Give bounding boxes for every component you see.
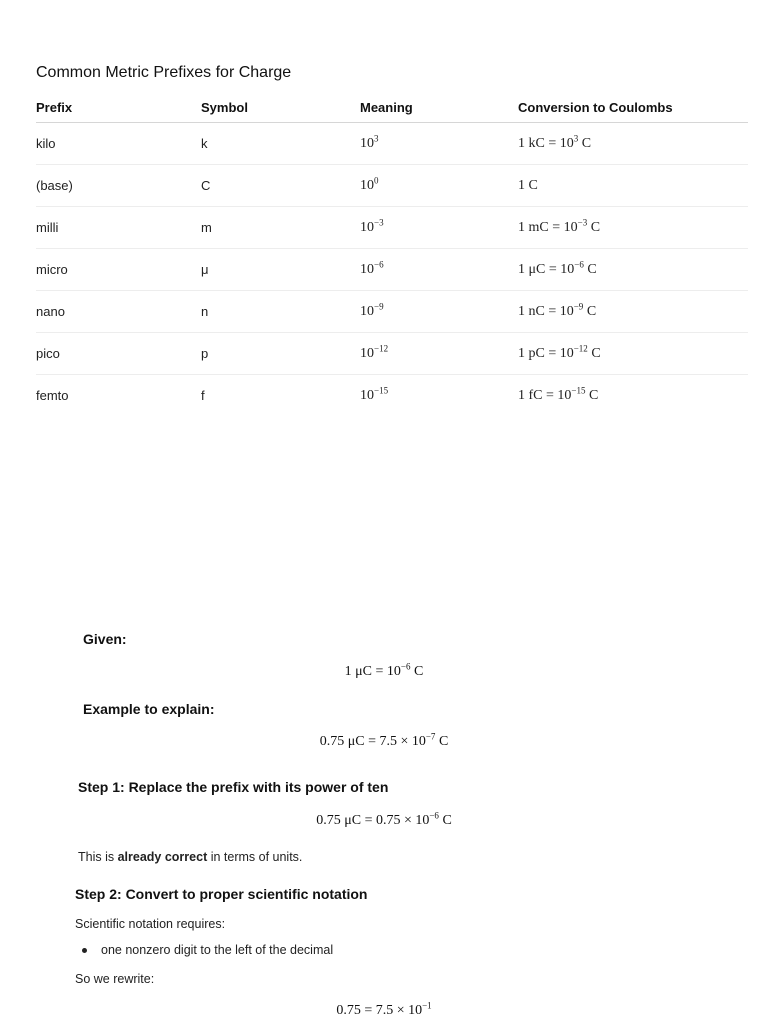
header-conversion: Conversion to Coulombs bbox=[518, 92, 748, 123]
conv-unit: C bbox=[583, 261, 597, 277]
conv-left: 1 mC = 10 bbox=[518, 219, 578, 235]
header-meaning: Meaning bbox=[360, 92, 518, 123]
table-title: Common Metric Prefixes for Charge bbox=[36, 64, 292, 81]
step2-intro: Scientific notation requires: bbox=[75, 917, 226, 931]
cell-symbol: f bbox=[201, 388, 205, 403]
table-body bbox=[36, 123, 748, 417]
cell-meaning bbox=[360, 207, 518, 249]
conv-exp: −12 bbox=[573, 342, 588, 353]
table-row bbox=[36, 249, 748, 291]
table-row bbox=[36, 123, 748, 165]
example-eq-left: 0.75 μC = 7.5 × 10 bbox=[319, 734, 426, 749]
cell-prefix: nano bbox=[36, 291, 201, 333]
cell-conversion bbox=[518, 249, 748, 291]
conv-left: 1 nC = 10 bbox=[518, 303, 574, 319]
example-eq-exp: −7 bbox=[425, 731, 436, 742]
meaning-exp: −15 bbox=[374, 384, 389, 395]
cell-symbol: C bbox=[201, 165, 360, 207]
given-eq-exp: −6 bbox=[400, 661, 411, 672]
step1-note-bold: already correct bbox=[117, 850, 208, 864]
cell-meaning bbox=[360, 333, 518, 375]
table-row bbox=[36, 165, 748, 207]
conv-left: 1 μC = 10 bbox=[518, 261, 575, 277]
table-header-row bbox=[36, 92, 748, 123]
cell-symbol: k bbox=[201, 123, 360, 165]
meaning-base: 10 bbox=[360, 261, 374, 277]
step2-equation bbox=[0, 1000, 768, 1019]
conv-unit: C bbox=[585, 387, 599, 403]
conv-left: 1 fC = 10 bbox=[518, 387, 572, 403]
conv-exp: −6 bbox=[574, 258, 584, 269]
cell-prefix: (base) bbox=[36, 165, 201, 207]
table-row bbox=[36, 333, 748, 375]
meaning-exp: −6 bbox=[374, 258, 384, 269]
meaning-exp: −9 bbox=[374, 300, 384, 311]
meaning-base: 10 bbox=[360, 177, 374, 193]
cell-meaning bbox=[360, 165, 518, 207]
meaning-exp: 3 bbox=[374, 132, 379, 143]
conv-unit: C bbox=[578, 135, 592, 151]
meaning-base: 10 bbox=[360, 303, 374, 319]
cell-prefix: femto bbox=[36, 388, 69, 403]
given-eq-unit: C bbox=[410, 664, 424, 679]
step1-eq-exp: −6 bbox=[429, 810, 439, 821]
cell-symbol: m bbox=[201, 207, 360, 249]
table-row bbox=[36, 291, 748, 333]
cell-conversion bbox=[518, 165, 748, 207]
conv-exp: 3 bbox=[573, 132, 579, 143]
conv-exp: −9 bbox=[573, 300, 584, 311]
conv-unit: C bbox=[587, 345, 601, 361]
cell-meaning bbox=[360, 375, 518, 417]
meaning-base: 10 bbox=[360, 219, 374, 235]
cell-symbol: μ bbox=[201, 249, 360, 291]
cell-prefix: kilo bbox=[36, 123, 201, 165]
example-label: Example to explain: bbox=[83, 701, 215, 717]
prefix-table-section bbox=[36, 62, 748, 416]
table-row bbox=[36, 375, 748, 417]
meaning-exp: −12 bbox=[374, 342, 389, 353]
conv-exp: −3 bbox=[577, 216, 588, 227]
cell-conversion bbox=[518, 375, 748, 417]
prefix-table bbox=[36, 92, 748, 416]
example-eq-unit: C bbox=[435, 734, 449, 749]
cell-meaning bbox=[360, 291, 518, 333]
step1-heading: Step 1: Replace the prefix with its power of ten bbox=[78, 779, 389, 795]
cell-prefix: pico bbox=[36, 333, 201, 375]
cell-prefix: milli bbox=[36, 207, 201, 249]
meaning-exp: 0 bbox=[374, 174, 379, 185]
meaning-exp: −3 bbox=[374, 216, 384, 227]
given-eq-left: 1 μC = 10 bbox=[344, 664, 401, 679]
cell-conversion bbox=[518, 333, 748, 375]
meaning-base: 10 bbox=[360, 345, 374, 361]
meaning-base: 10 bbox=[360, 387, 374, 403]
step2-eq-exp: −1 bbox=[422, 1000, 432, 1011]
step1-eq-left: 0.75 μC = 0.75 × 10 bbox=[316, 813, 430, 828]
cell-conversion bbox=[518, 291, 748, 333]
bullet-dot-icon bbox=[82, 948, 87, 953]
step2-rewrite: So we rewrite: bbox=[75, 972, 155, 986]
example-equation bbox=[0, 731, 768, 750]
conv-exp: −15 bbox=[571, 384, 586, 395]
given-equation bbox=[0, 661, 768, 680]
cell-meaning bbox=[360, 123, 518, 165]
conv-unit: C bbox=[587, 219, 601, 235]
conv-left: 1 C bbox=[518, 177, 538, 193]
step2-heading: Step 2: Convert to proper scientific notation bbox=[75, 886, 368, 902]
cell-meaning bbox=[360, 249, 518, 291]
cell-symbol: p bbox=[201, 333, 360, 375]
conv-left: 1 kC = 10 bbox=[518, 135, 574, 151]
step1-equation bbox=[0, 810, 768, 829]
cell-conversion bbox=[518, 207, 748, 249]
step1-note bbox=[78, 850, 302, 864]
header-symbol: Symbol bbox=[201, 92, 360, 123]
conv-left: 1 pC = 10 bbox=[518, 345, 574, 361]
table-row bbox=[36, 207, 748, 249]
cell-prefix: micro bbox=[36, 249, 201, 291]
cell-symbol: n bbox=[201, 291, 360, 333]
step2-bullet: one nonzero digit to the left of the decimal bbox=[101, 943, 334, 957]
header-prefix: Prefix bbox=[36, 92, 201, 123]
conv-unit: C bbox=[583, 303, 597, 319]
meaning-base: 10 bbox=[360, 135, 374, 151]
step2-eq-left: 0.75 = 7.5 × 10 bbox=[336, 1003, 423, 1018]
step1-note-pre: This is bbox=[78, 850, 118, 864]
given-label: Given: bbox=[83, 631, 127, 647]
cell-conversion bbox=[518, 123, 748, 165]
step1-eq-unit: C bbox=[438, 813, 452, 828]
step1-note-post: in terms of units. bbox=[207, 850, 303, 864]
